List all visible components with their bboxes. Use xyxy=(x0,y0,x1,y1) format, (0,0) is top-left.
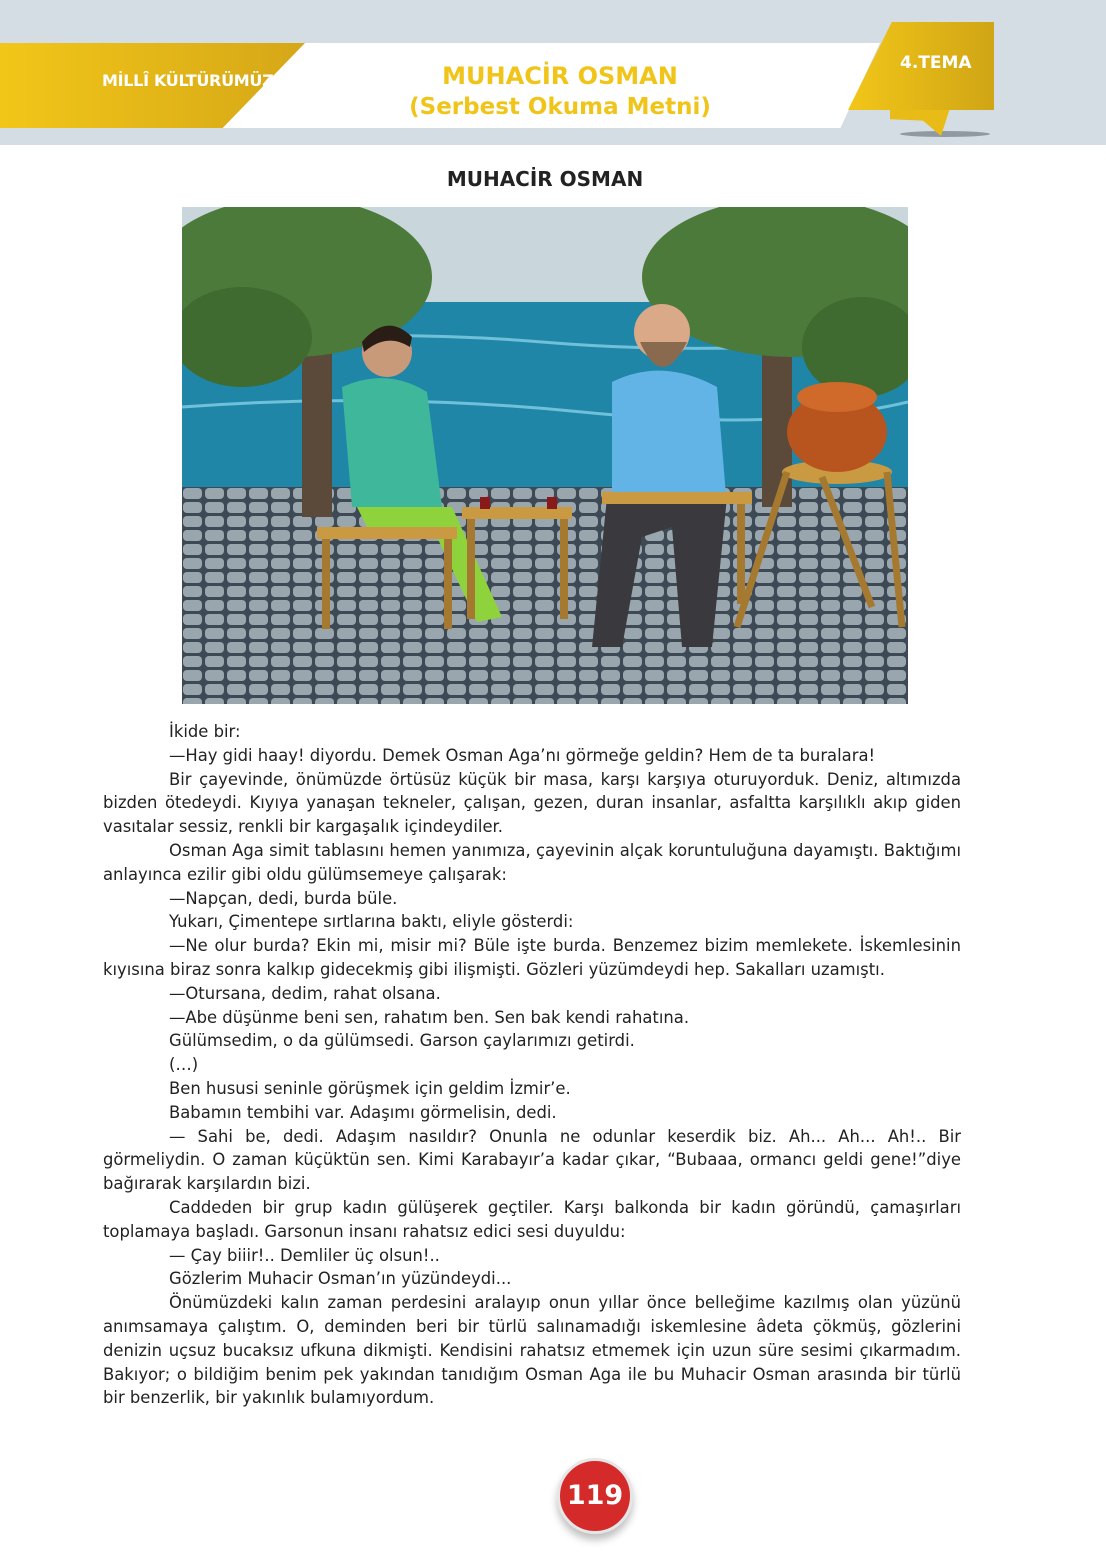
page-number: 119 xyxy=(557,1458,633,1534)
paragraph: Yukarı, Çimentepe sırtlarına baktı, eliyle gösterdi: xyxy=(169,912,574,932)
paragraph: (…) xyxy=(169,1055,199,1075)
paragraph: —Hay gidi haay! diyordu. Demek Osman Aga’nı görmeğe geldin? Hem de ta buralara! xyxy=(169,745,876,765)
unit-label: MİLLÎ KÜLTÜRÜMÜZ xyxy=(102,71,274,90)
theme-ribbon-shadow xyxy=(900,131,990,137)
story-title: MUHACİR OSMAN xyxy=(446,167,644,191)
paragraph: Ben hususi seninle görüşmek için geldim İzmir’e. xyxy=(169,1078,571,1098)
theme-label: 4.TEMA xyxy=(900,53,972,73)
header-subtitle: (Serbest Okuma Metni) xyxy=(409,94,711,120)
paragraph: —Ne olur burda? Ekin mi, misir mi? Büle işte burda. Benzemez bizim memlekete. İskemlesinin kıyısına biraz sonra kalkıp gidecekmiş gibi ilişmişti. Gözleri yüzümdeydi hep. Sakalları uzamıştı. xyxy=(103,936,961,979)
story-illustration xyxy=(182,207,908,704)
paragraph: — Sahi be, dedi. Adaşım nasıldır? Onunla ne odunlar keserdik biz. Ah... Ah... Ah!.. Bir görmeliydin. O zaman küçüktün sen. Kimi Karabayır’a kadar çıkar, “Bubaaa, ormancı geldi gene!”diye bağırarak karşılardın bizi. xyxy=(103,1126,961,1194)
header-title: MUHACİR OSMAN xyxy=(442,62,678,90)
paragraph: Osman Aga simit tablasını hemen yanımıza, çayevinin alçak koruntuluğuna dayamıştı. Baktığımı anlayınca ezilir gibi oldu gülümsemeye çalışarak: xyxy=(103,840,961,884)
story-body xyxy=(103,720,961,1410)
paragraph: Babamın tembihi var. Adaşımı görmelisin, dedi. xyxy=(169,1102,557,1122)
paragraph: —Abe düşünme beni sen, rahatım ben. Sen bak kendi rahatına. xyxy=(169,1007,690,1027)
paragraph: Gülümsedim, o da gülümsedi. Garson çaylarımızı getirdi. xyxy=(169,1031,635,1051)
paragraph: İkide bir: xyxy=(169,722,241,741)
paragraph: Gözlerim Muhacir Osman’ın yüzündeydi... xyxy=(169,1269,512,1289)
paragraph: Bir çayevinde, önümüzde örtüsüz küçük bir masa, karşı karşıya oturuyorduk. Deniz, altımızda bizden ötedeydi. Kıyıya yanaşan tekneler, çalışan, gezen, duran insanlar, asfaltta karşılıklı akıp giden vasıtalar sessiz, renkli bir kargaşalık içindeydiler. xyxy=(103,769,961,837)
paragraph: —Napçan, dedi, burda büle. xyxy=(169,888,398,908)
paragraph: —Otursana, dedim, rahat olsana. xyxy=(169,983,441,1003)
paragraph: Önümüzdeki kalın zaman perdesini aralayıp onun yıllar önce belleğime kazılmış olan yüzünü anımsamaya çalıştım. O, deminden beri bir türlü salınamadığı iskemlesine âdeta çökmüş, gözlerini denizin uçsuz bucaksız ufkuna dikmişti. Kendisini rahatsız etmemek için uzun süre sesimi çıkarmadım. Bakıyor; o bildiğim benim pek yakından tanıdığım Osman Aga ile bu Muhacir Osman arasında bir türlü bir benzerlik, bir yakınlık bulamıyordum. xyxy=(103,1293,961,1408)
paragraph: — Çay biiir!.. Demliler üç olsun!.. xyxy=(169,1245,440,1265)
paragraph: Caddeden bir grup kadın gülüşerek geçtiler. Karşı balkonda bir kadın göründü, çamaşırları toplamaya başladı. Garsonun insanı rahatsız edici sesi duyuldu: xyxy=(103,1197,961,1241)
cobblestone-ground xyxy=(182,487,908,704)
